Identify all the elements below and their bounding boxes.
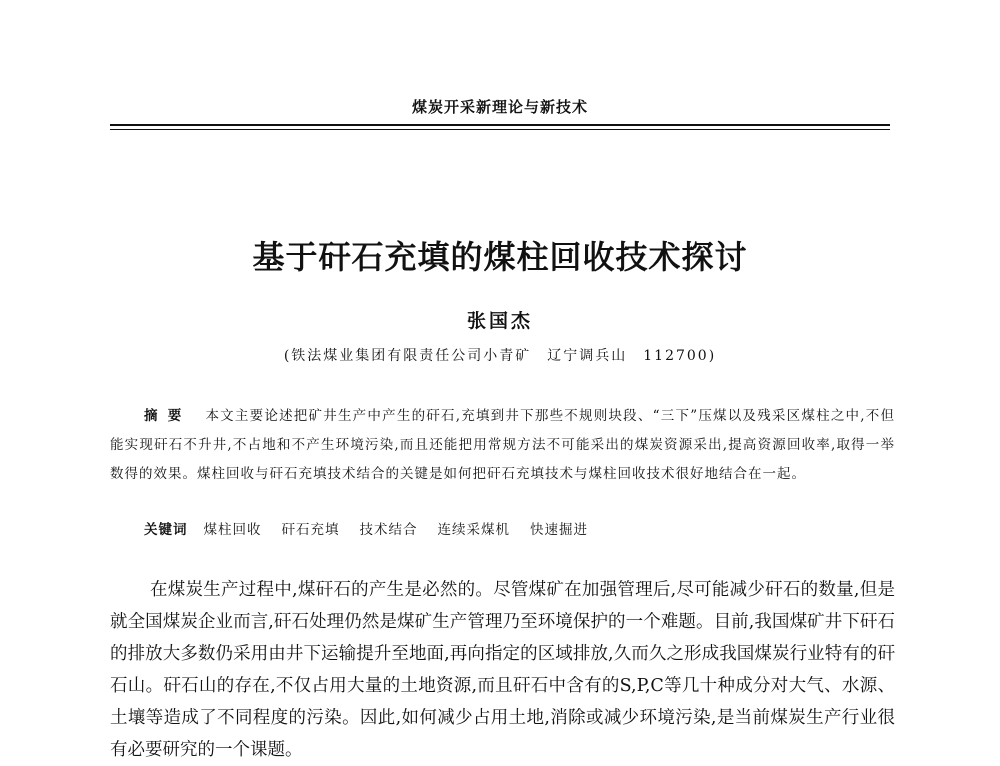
- paper-title: 基于矸石充填的煤柱回收技术探讨: [252, 238, 748, 276]
- keyword: 煤柱回收: [203, 522, 262, 538]
- abstract: [110, 402, 895, 489]
- keyword: 矸石充填: [281, 522, 340, 538]
- author-affiliation: (铁法煤业集团有限责任公司小青矿 辽宁调兵山 112700): [283, 348, 717, 364]
- header-rule-thin: [110, 129, 890, 130]
- abstract-label: 摘要: [144, 408, 192, 424]
- abstract-text: 本文主要论述把矿井生产中产生的矸石,充填到井下那些不规则块段、“三下”压煤以及残采区煤柱之中,不但能实现矸石不升井,不占地和不产生环境污染,而且还能把用常规方法不可能采出的煤炭资源采出,提高资源回收率,取得一举数得的效果。煤柱回收与矸石充填技术结合的关键是如何把矸石充填技术与煤柱回收技术很好地结合在一起。: [110, 408, 896, 482]
- keyword: 技术结合: [359, 522, 418, 538]
- header-rule-thick: [110, 124, 890, 126]
- body-paragraph: 在煤炭生产过程中,煤矸石的产生是必然的。尽管煤矿在加强管理后,尽可能减少矸石的数量,但是就全国煤炭企业而言,矸石处理仍然是煤矿生产管理乃至环境保护的一个难题。目前,我国煤矿井下矸石的排放大多数仍采用由井下运输提升至地面,再向指定的区域排放,久而久之形成我国煤炭行业特有的矸石山。矸石山的存在,不仅占用大量的土地资源,而且矸石中含有的S,P,C等几十种成分对大气、水源、土壤等造成了不同程度的污染。因此,如何减少占用土地,消除或减少环境污染,是当前煤炭生产行业很有必要研究的一个课题。: [110, 580, 895, 760]
- keywords-label: 关键词: [144, 522, 188, 538]
- author-name: 张国杰: [466, 310, 533, 332]
- keywords: [110, 516, 895, 545]
- keyword: 连续采煤机: [437, 522, 510, 538]
- keyword: 快速掘进: [530, 522, 588, 538]
- running-header: 煤炭开采新理论与新技术: [411, 98, 588, 116]
